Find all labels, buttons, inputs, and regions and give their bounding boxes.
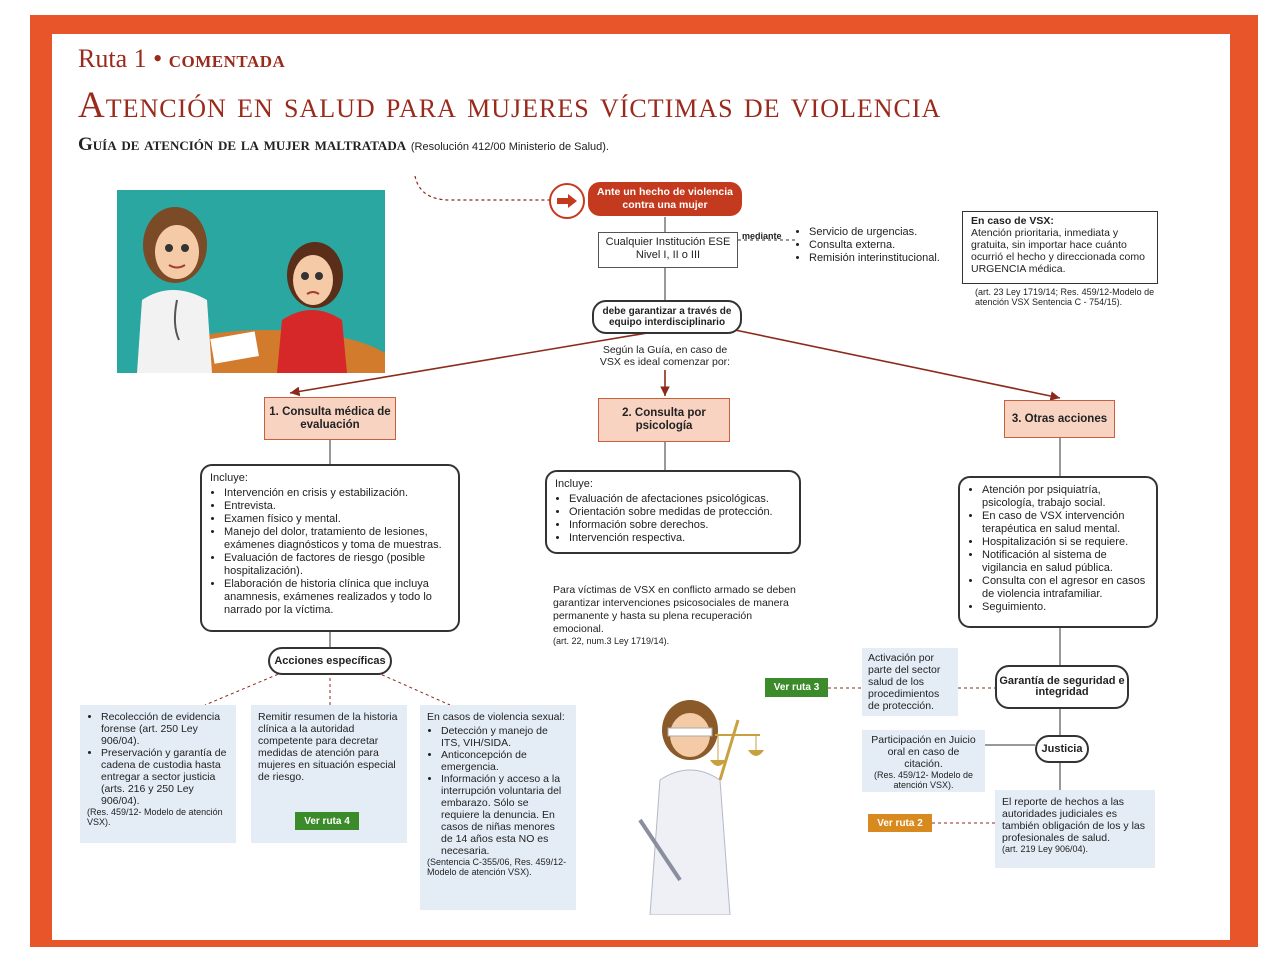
step-2-item: • Evaluación de afectaciones psicológicas.	[569, 493, 791, 506]
guide-name: Guía de atención de la mujer maltratada	[78, 134, 407, 155]
step-1-item: • Elaboración de historia clínica que incluya anamnesis, exámenes realizados y todo lo narrado por la víctima.	[224, 578, 450, 617]
forensic-ref: (Res. 459/12- Modelo de atención VSX).	[87, 807, 223, 827]
sexual-violence-item: • Anticoncepción de emergencia.	[441, 749, 569, 773]
step-1-item: • Intervención en crisis y estabilización.	[224, 487, 450, 500]
guide-note: (Resolución 412/00 Ministerio de Salud).	[410, 141, 609, 153]
sexual-violence-item: • Detección y manejo de ITS, VIH/SIDA.	[441, 725, 569, 749]
step-3-item: • Seguimiento.	[982, 601, 1148, 614]
sexual-violence-item: • Información y acceso a la interrupción voluntaria del embarazo. Sólo se requiere la denuncia. En casos de niñas menores de 14 años esta NO es necesaria.	[441, 773, 569, 857]
page-title: Atención en salud para mujeres víctimas de violencia	[78, 85, 942, 126]
step-1-intro: Incluye:	[210, 472, 248, 484]
step-3-item: • En caso de VSX intervención terapéutica en salud mental.	[982, 510, 1148, 536]
reporte-text: El reporte de hechos a las autoridades judiciales es también obligación de los y las profesionales de salud.	[1002, 796, 1146, 844]
juicio-text: Participación en Juicio oral en caso de citación.	[871, 734, 976, 770]
sexual-violence-box	[420, 705, 576, 910]
service-item: • Servicio de urgencias.	[809, 226, 955, 239]
remit-text: Remitir resumen de la historia clínica a la autoridad competente para decretar medidas de atención para mujeres en situación especial de riesgo.	[258, 711, 398, 783]
guide-start-text: Según la Guía, en caso de VSX es ideal comenzar por:	[599, 344, 731, 368]
step-1-box: 1. Consulta médica de evaluación	[264, 397, 396, 440]
forensic-box	[80, 705, 236, 843]
lady-justice-illustration	[610, 690, 780, 915]
sexual-violence-intro: En casos de violencia sexual:	[427, 711, 565, 723]
team-node: debe garantizar a través de equipo interdisciplinario	[592, 300, 742, 334]
step-2-item: • Intervención respectiva.	[569, 532, 791, 545]
step-1-details	[200, 464, 460, 632]
armed-conflict-ref: (art. 22, num.3 Ley 1719/14).	[553, 636, 670, 646]
armed-conflict-text: Para víctimas de VSX en conflicto armado se deben garantizar intervenciones psicosociales de manera permanente y hasta su plena recuperación emocional.	[553, 584, 796, 635]
step-1-item: • Entrevista.	[224, 500, 450, 513]
step-3-item: • Atención por psiquiatría, psicología, trabajo social.	[982, 484, 1148, 510]
step-2-item: • Orientación sobre medidas de protección.	[569, 506, 791, 519]
armed-conflict-note	[553, 584, 803, 646]
ver-ruta-2-button[interactable]: Ver ruta 2	[868, 814, 932, 832]
service-item: • Consulta externa.	[809, 239, 955, 252]
step-3-item: • Notificación al sistema de vigilancia en salud pública.	[982, 549, 1148, 575]
step-3-details	[958, 476, 1158, 628]
vsx-note-ref: (art. 23 Ley 1719/14; Res. 459/12-Modelo de atención VSX Sentencia C - 754/15).	[975, 287, 1155, 307]
acciones-especificas-node: Acciones específicas	[268, 647, 392, 675]
step-2-details	[545, 470, 801, 554]
reporte-box	[995, 790, 1155, 868]
vsx-note-box	[962, 211, 1158, 284]
institution-box: Cualquier Institución ESE Nivel I, II o III	[598, 232, 738, 268]
vsx-note-text: Atención prioritaria, inmediata y gratuita, sin importar hace cuánto ocurrió el hecho y direccionada como URGENCIA médica.	[971, 227, 1145, 275]
ver-ruta-3-button[interactable]: Ver ruta 3	[765, 678, 828, 697]
doctor-patient-illustration	[117, 190, 385, 373]
start-node: Ante un hecho de violencia contra una mujer	[588, 182, 742, 216]
step-3-item: • Consulta con el agresor en casos de violencia intrafamiliar.	[982, 575, 1148, 601]
step-2-box: 2. Consulta por psicología	[598, 398, 730, 442]
forensic-item: • Recolección de evidencia forense (art. 250 Ley 906/04).	[101, 711, 229, 747]
service-item: • Remisión interinstitucional.	[809, 252, 955, 265]
step-3-box: 3. Otras acciones	[1004, 400, 1115, 438]
forensic-item: • Preservación y garantía de cadena de custodia hasta entregar a sector justicia (arts. 216 y 250 Ley 906/04).	[101, 747, 229, 807]
route-number: Ruta 1	[78, 44, 147, 73]
reporte-ref: (art. 219 Ley 906/04).	[1002, 844, 1089, 854]
step-2-intro: Incluye:	[555, 478, 593, 490]
ver-ruta-4-button[interactable]: Ver ruta 4	[295, 812, 359, 830]
sexual-violence-ref: (Sentencia C-355/06, Res. 459/12- Modelo de atención VSX).	[427, 857, 567, 877]
step-1-item: • Examen físico y mental.	[224, 513, 450, 526]
juicio-ref: (Res. 459/12- Modelo de atención VSX).	[873, 770, 974, 790]
garantia-node: Garantía de seguridad e integridad	[995, 665, 1129, 709]
step-1-item: • Evaluación de factores de riesgo (posible hospitalización).	[224, 552, 450, 578]
route-sub: COMENTADA	[168, 52, 286, 71]
services-list	[795, 224, 955, 265]
step-3-item: • Hospitalización si se requiere.	[982, 536, 1148, 549]
mediante-label: mediante	[742, 231, 782, 241]
juicio-box	[862, 730, 985, 792]
start-arrow-icon	[549, 183, 585, 219]
vsx-note-title: En caso de VSX:	[971, 215, 1054, 227]
justicia-node: Justicia	[1035, 735, 1089, 763]
route-bullet: •	[153, 44, 169, 73]
step-1-item: • Manejo del dolor, tratamiento de lesiones, exámenes diagnósticos y toma de muestras.	[224, 526, 450, 552]
activacion-box: Activación por parte del sector salud de los procedimientos de protección.	[862, 648, 958, 716]
step-2-item: • Información sobre derechos.	[569, 519, 791, 532]
